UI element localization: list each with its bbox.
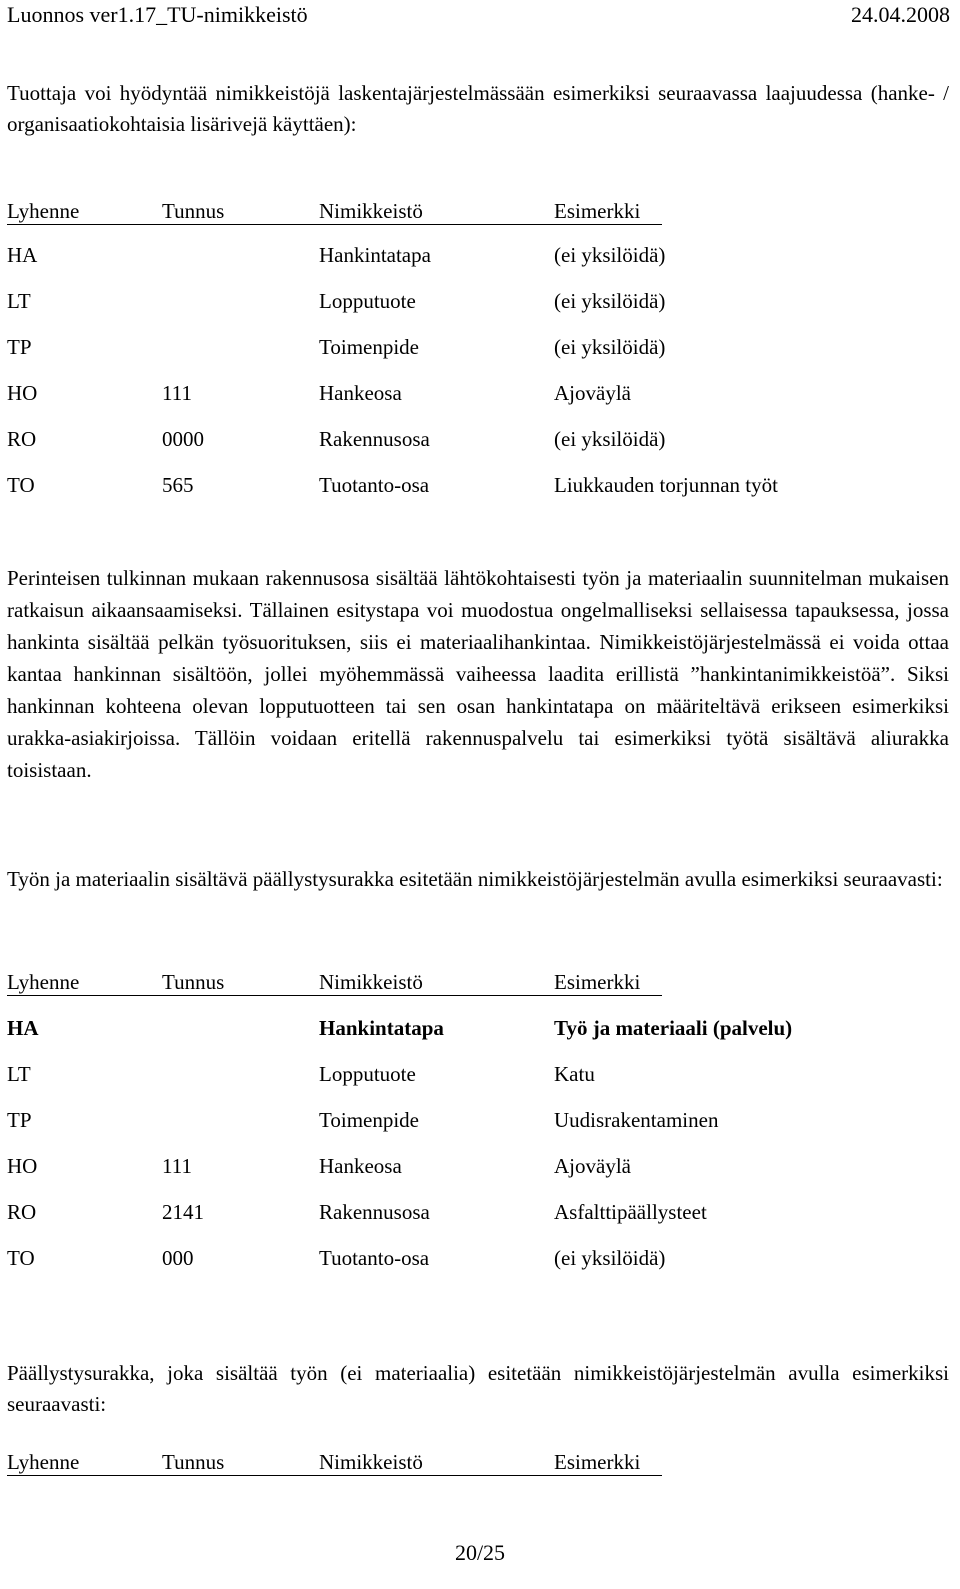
- table-row: [7, 1197, 957, 1227]
- col-header-nimikkeisto: Nimikkeistö: [319, 970, 423, 994]
- cell-tunnus: 111: [162, 381, 192, 405]
- page-number: 20/25: [454, 1540, 506, 1565]
- cell-nimikkeisto: Rakennusosa: [319, 1200, 430, 1224]
- table-row: [7, 332, 957, 362]
- cell-esimerkki: (ei yksilöidä): [554, 335, 666, 359]
- cell-esimerkki: Ajoväylä: [554, 1154, 631, 1178]
- cell-nimikkeisto: Toimenpide: [319, 335, 420, 359]
- cell-esimerkki: (ei yksilöidä): [554, 1246, 666, 1270]
- cell-esimerkki: Ajoväylä: [554, 381, 631, 405]
- intro-paragraph-3: Päällystysurakka, joka sisältää työn (ei materiaalia) esitetään nimikkeistöjärjestelmän avulla esimerkiksi seuraavasti:: [7, 1361, 949, 1416]
- cell-lyhenne: TO: [7, 473, 35, 497]
- cell-nimikkeisto: Lopputuote: [319, 289, 416, 313]
- cell-tunnus: 000: [162, 1246, 194, 1270]
- cell-nimikkeisto: Rakennusosa: [319, 427, 430, 451]
- table-row: [7, 286, 957, 316]
- table-header-row: [7, 1447, 662, 1476]
- table-row: [7, 1151, 957, 1181]
- cell-esimerkki: Uudisrakentaminen: [554, 1108, 719, 1132]
- col-header-lyhenne: Lyhenne: [7, 199, 80, 223]
- cell-nimikkeisto: Hankeosa: [319, 1154, 402, 1178]
- cell-lyhenne: HO: [7, 381, 38, 405]
- cell-esimerkki: (ei yksilöidä): [554, 243, 666, 267]
- cell-esimerkki: Asfalttipäällysteet: [554, 1200, 707, 1224]
- cell-nimikkeisto: Hankeosa: [319, 381, 402, 405]
- table-row: [7, 424, 957, 454]
- cell-lyhenne: RO: [7, 1200, 37, 1224]
- table-row: [7, 1243, 957, 1273]
- col-header-esimerkki: Esimerkki: [554, 1450, 641, 1474]
- table-row: [7, 470, 957, 500]
- col-header-tunnus: Tunnus: [162, 970, 225, 994]
- cell-nimikkeisto: Lopputuote: [319, 1062, 416, 1086]
- cell-lyhenne: HO: [7, 1154, 38, 1178]
- cell-esimerkki: (ei yksilöidä): [554, 427, 666, 451]
- table-row: [7, 1013, 957, 1043]
- cell-lyhenne: RO: [7, 427, 37, 451]
- table-1: [7, 196, 957, 497]
- header-date: 24.04.2008: [851, 2, 950, 27]
- cell-esimerkki: Katu: [554, 1062, 595, 1086]
- cell-lyhenne: LT: [7, 1062, 31, 1086]
- body-paragraph-2: Perinteisen tulkinnan mukaan rakennusosa sisältää lähtökohtaisesti työn ja materiaalin suunnitelman mukaisen ratkaisun aikaansaamiseksi. Tällainen esitystapa voi muodostua ongelmalliseksi sellaisessa tapauksessa, jossa hankinta sisältää pelkän työsuorituksen, siis ei materiaalihankintaa. Nimikkeistöjärjestelmässä ei voida ottaa kantaa hankinnan sisältöön, jollei myöhemmässä vaiheessa laadita erillistä ”hankintanimikkeistöä”. Siksi hankinnan kohteena olevan lopputuotteen tai sen osan hankintatapa on määriteltävä erikseen esimerkiksi urakka-asiakirjoissa. Tällöin voidaan eritellä rakennuspalvelu tai esimerkiksi työtä sisältävä aliurakka toisistaan.: [7, 566, 949, 782]
- col-header-lyhenne: Lyhenne: [7, 970, 80, 994]
- cell-lyhenne: TP: [7, 1108, 32, 1132]
- col-header-nimikkeisto: Nimikkeistö: [319, 199, 423, 223]
- cell-lyhenne: TO: [7, 1246, 35, 1270]
- col-header-tunnus: Tunnus: [162, 1450, 225, 1474]
- cell-lyhenne: TP: [7, 335, 32, 359]
- cell-esimerkki: Työ ja materiaali (palvelu): [554, 1016, 793, 1040]
- cell-nimikkeisto: Hankintatapa: [319, 243, 431, 267]
- cell-tunnus: 2141: [162, 1200, 204, 1224]
- table-row: [7, 378, 957, 408]
- cell-tunnus: 111: [162, 1154, 192, 1178]
- table-row: [7, 1105, 957, 1135]
- table-2: [7, 967, 957, 1270]
- col-header-nimikkeisto: Nimikkeistö: [319, 1450, 423, 1474]
- cell-tunnus: 565: [162, 473, 194, 497]
- cell-lyhenne: HA: [7, 243, 38, 267]
- col-header-tunnus: Tunnus: [162, 199, 225, 223]
- cell-nimikkeisto: Tuotanto-osa: [319, 1246, 430, 1270]
- table-row: [7, 240, 957, 270]
- col-header-esimerkki: Esimerkki: [554, 970, 641, 994]
- header-title: Luonnos ver1.17_TU-nimikkeistö: [7, 2, 308, 27]
- col-header-esimerkki: Esimerkki: [554, 199, 641, 223]
- cell-nimikkeisto: Tuotanto-osa: [319, 473, 430, 497]
- cell-esimerkki: (ei yksilöidä): [554, 289, 666, 313]
- cell-lyhenne: LT: [7, 289, 31, 313]
- table-header-row: [7, 196, 662, 225]
- cell-nimikkeisto: Toimenpide: [319, 1108, 420, 1132]
- table-row: [7, 1059, 957, 1089]
- cell-lyhenne: HA: [7, 1016, 39, 1040]
- table-header-row: [7, 967, 662, 996]
- cell-esimerkki: Liukkauden torjunnan työt: [554, 473, 778, 497]
- col-header-lyhenne: Lyhenne: [7, 1450, 80, 1474]
- cell-nimikkeisto: Hankintatapa: [319, 1016, 444, 1040]
- intro-paragraph-1: Tuottaja voi hyödyntää nimikkeistöjä laskentajärjestelmässään esimerkiksi seuraavassa laajuudessa (hanke- / organisaatiokohtaisia lisärivejä käyttäen):: [7, 81, 949, 136]
- table-3: [7, 1447, 957, 1474]
- cell-tunnus: 0000: [162, 427, 204, 451]
- intro-paragraph-2: Työn ja materiaalin sisältävä päällystysurakka esitetään nimikkeistöjärjestelmän avulla esimerkiksi seuraavasti:: [7, 867, 943, 891]
